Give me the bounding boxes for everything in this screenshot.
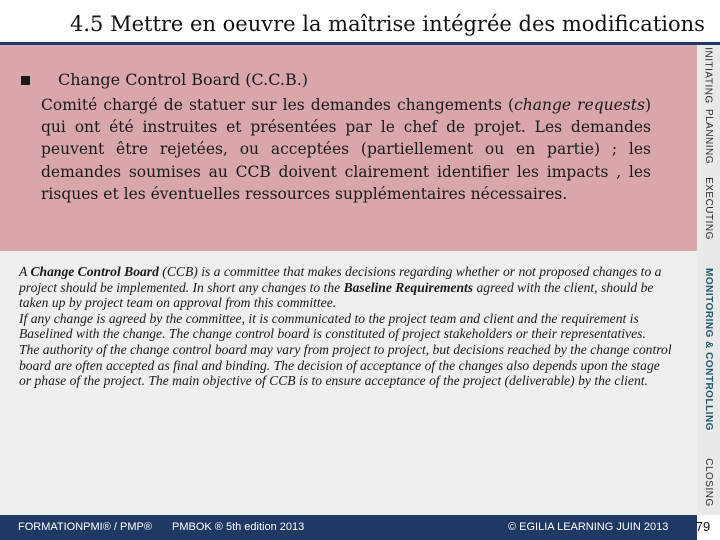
ccb-text-emphasis: change requests: [514, 96, 645, 114]
p1-end: agreed with the client, should be taken up by project team on approval from this committee.: [19, 279, 654, 311]
paragraph-3: The authority of the change control board may vary from project to project, but decisions reached by the change control board are often accepted as final and binding. The decision of acceptance of the changes also depends upon the stage or phase of the project. The main objective of CCB is to ensure acceptance of the project (deliverable) by the client.: [19, 341, 672, 389]
english-explanation: [19, 264, 674, 389]
title-bar: [0, 0, 720, 44]
tab-closing[interactable]: [697, 449, 720, 515]
bullet-square-icon: [21, 76, 30, 85]
footer-pmbok: PMBOK ® 5th edition 2013: [172, 521, 305, 533]
tab-initiating[interactable]: [697, 45, 720, 105]
footer-bar: [0, 515, 697, 540]
page-number: 79: [695, 519, 711, 534]
paragraph-2: If any change is agreed by the committee, it is communicated to the project team and client and the requirement is Baselined with the change. The change control board is constituted of project stakeholders or their representatives.: [19, 310, 646, 342]
process-group-tabs: [697, 45, 720, 515]
slide-title: 4.5 Mettre en oeuvre la maîtrise intégrée des modifications: [70, 12, 705, 36]
ccb-text-end: ) qui ont été instruites et présentées par le chef de projet. Les demandes peuvent être rejetées, ou acceptées (partiellement ou en partie) ; les demandes soumises au CCB doivent clairement identifier les impacts , les risques et les éventuelles ressources supplémentaires nécessaires.: [41, 96, 651, 203]
tab-closing-label: CLOSING: [703, 457, 715, 507]
tab-executing-label: EXECUTING: [703, 176, 714, 240]
p1-baseline-bold: Baseline Requirements: [343, 279, 474, 295]
p1-middle: (CCB) is a committee that makes decisions regarding whether or not proposed changes to a project should be implemented. In short any changes to the: [19, 264, 662, 295]
tab-executing[interactable]: [697, 167, 720, 249]
ccb-text-start: Comité chargé de statuer sur les demandes changements (: [41, 96, 515, 114]
p1-ccb-bold: Change Control Board: [30, 264, 159, 279]
footer-training: FORMATIONPMI® / PMP®: [18, 521, 152, 533]
paragraph-1: [19, 264, 674, 311]
tab-initiating-label: INITIATING: [703, 46, 715, 104]
tab-monitoring-controlling[interactable]: [697, 249, 720, 449]
p1-start: A: [19, 264, 31, 279]
tab-monitoring-label: MONITORING & CONTROLLING: [703, 267, 715, 431]
ccb-definition-text: [41, 94, 651, 205]
ccb-heading: Change Control Board (C.C.B.): [58, 70, 309, 89]
tab-planning-label: PLANNING: [703, 108, 714, 164]
footer-copyright: © EGILIA LEARNING JUIN 2013: [508, 521, 669, 533]
tab-planning[interactable]: [697, 105, 720, 167]
